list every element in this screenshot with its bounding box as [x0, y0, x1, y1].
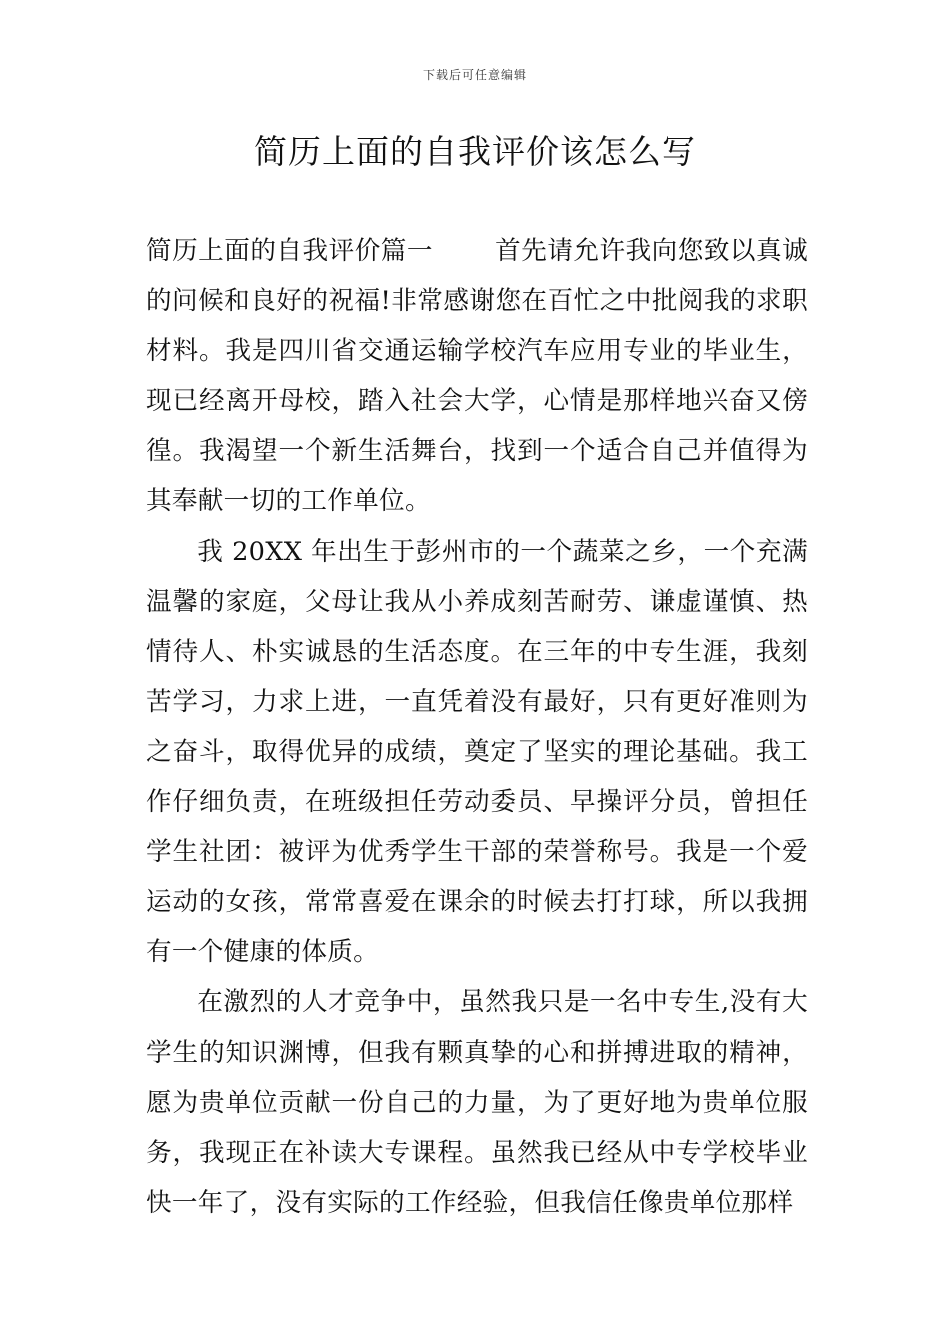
- header-note: 下载后可任意编辑: [422, 68, 527, 82]
- paragraph-1: [146, 226, 808, 527]
- paragraph-3: 在激烈的人才竞争中，虽然我只是一名中专生,没有大学生的知识渊博，但我有颗真挚的心和拼搏进取的精神，愿为贵单位贡献一份自己的力量，为了更好地为贵单位服务，我现正在补读大专课程。虽然我已经从中专学校毕业快一年了，没有实际的工作经验，但我信任像贵单位那样: [146, 987, 808, 1218]
- paragraph-2: 我 20XX 年出生于彭州市的一个蔬菜之乡，一个充满温馨的家庭，父母让我从小养成刻苦耐劳、谦虚谨慎、热情待人、朴实诚恳的生活态度。在三年的中专生涯，我刻苦学习，力求上进，一直凭着没有最好，只有更好准则为之奋斗，取得优异的成绩，奠定了坚实的理论基础。我工作仔细负责，在班级担任劳动委员、早操评分员，曾担任学生社团：被评为优秀学生干部的荣誉称号。我是一个爱运动的女孩，常常喜爱在课余的时候去打打球，所以我拥有一个健康的体质。: [146, 536, 808, 968]
- section-label: 简历上面的自我评价篇一: [146, 236, 433, 266]
- paragraph-1-text: 首先请允许我向您致以真诚的问候和良好的祝福!非常感谢您在百忙之中批阅我的求职材料。我是四川省交通运输学校汽车应用专业的毕业生，现已经离开母校，踏入社会大学，心情是那样地兴奋又傍徨。我渴望一个新生活舞台，找到一个适合自己并值得为其奉献一切的工作单位。: [146, 236, 808, 517]
- document-title: 简历上面的自我评价该怎么写: [254, 132, 696, 171]
- document-body: [146, 226, 808, 1228]
